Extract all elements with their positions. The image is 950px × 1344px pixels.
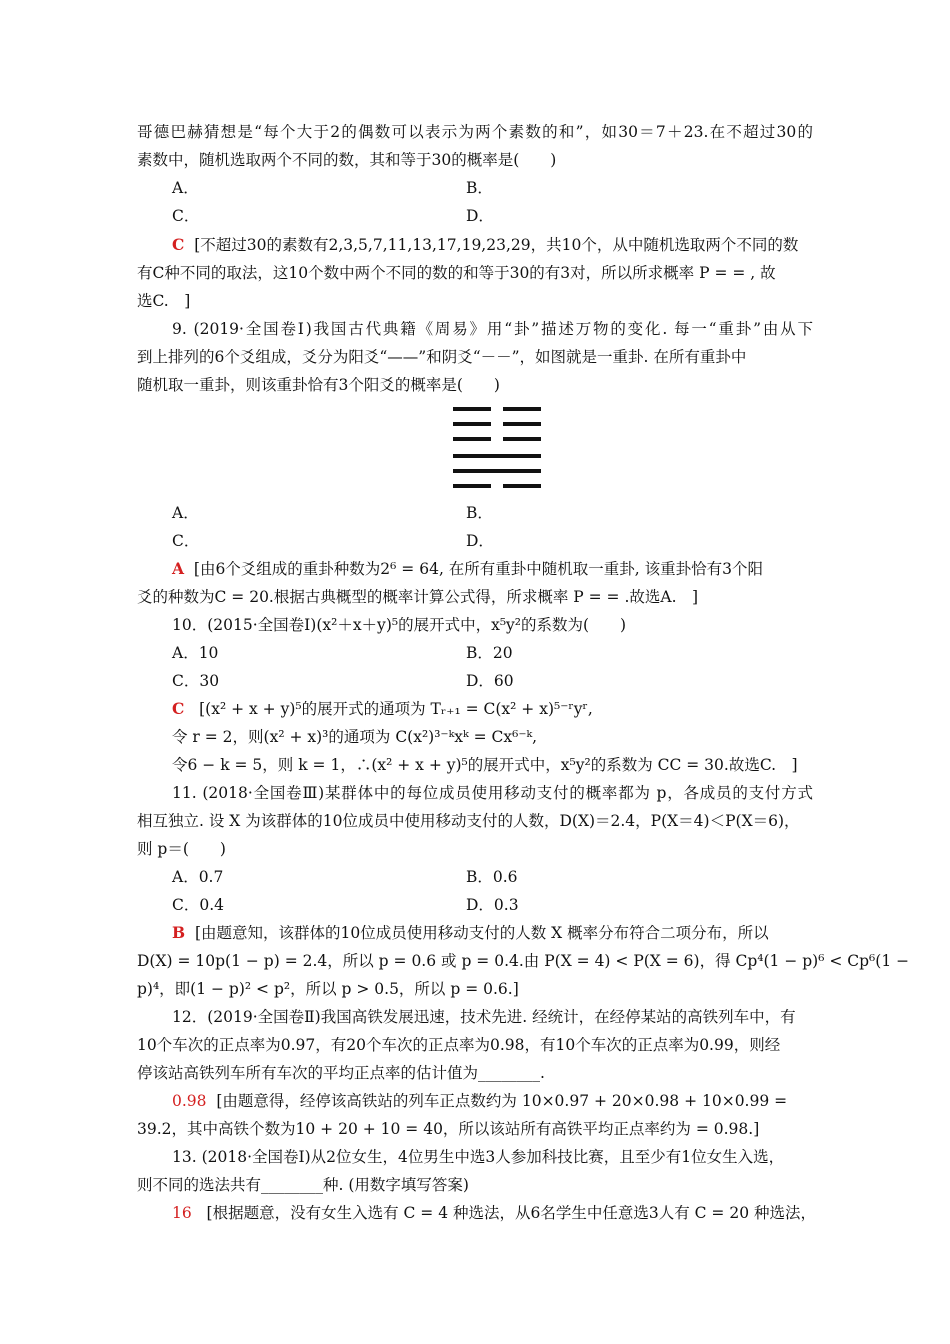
intro-line-2: 素数中，随机选取两个不同的数，其和等于30的概率是( ) [137,151,557,169]
q11-answer-letter: B [172,923,186,942]
q9-solution-line-1 [172,558,763,580]
q12-stem-line-3: 停该站高铁列车所有车次的平均正点率的估计值为________. [137,1064,545,1082]
q8-option-c: C． [172,207,200,225]
hexagram-figure [453,407,541,489]
q11-stem-line-1: 11. (2018·全国卷Ⅲ)某群体中的每位成员使用移动支付的概率都为 p，各成员的支付方式 [172,784,813,802]
q8-option-b: B． [466,179,493,197]
q10-answer-letter: C [172,699,185,718]
q9-stem-line-1: 9. (2019·全国卷Ⅰ)我国古代典籍《周易》用“卦”描述万物的变化. 每一“重卦”由从下 [172,320,813,338]
q8-solution-line-1 [172,234,798,256]
q9-solution-line-2: 爻的种数为C = 20.根据古典概型的概率计算公式得，所求概率 P = = .故选A. ] [137,588,699,606]
hexagram-line-6-yin-right [503,407,541,411]
q12-solution-line-1 [172,1090,787,1112]
q8-solution-text-1: [不超过30的素数有2,3,5,7,11,13,17,19,23,29，共10个，从中随机选取两个不同的数 [194,236,799,254]
intro-line-1: 哥德巴赫猜想是“每个大于2的偶数可以表示为两个素数的和”，如30＝7＋23.在不超过30的 [137,123,813,141]
q10-option-d: D．60 [466,672,514,690]
q10-solution-line-1 [172,698,593,720]
q11-option-c: C．0.4 [172,896,225,914]
q8-solution-line-3: 选C. ] [137,292,191,310]
q13-answer: 16 [172,1204,192,1222]
q8-option-d: D． [466,207,494,225]
hexagram-line-2-yang [453,469,541,473]
hexagram-line-1-yin-left [453,484,491,488]
q9-option-c: C． [172,532,200,550]
q12-answer: 0.98 [172,1092,207,1110]
hexagram-line-5-yin-right [503,422,541,426]
q11-stem-line-3: 则 p＝( ) [137,840,226,858]
q9-option-a: A． [172,504,199,522]
q8-option-a: A． [172,179,199,197]
q13-solution-line-1 [172,1202,816,1224]
q9-answer-letter: A [172,559,185,578]
q13-stem-line-2: 则不同的选法共有________种. (用数字填写答案) [137,1176,469,1194]
q9-option-b: B． [466,504,493,522]
q11-solution-line-3: p)⁴，即(1 − p)² < p²，所以 p > 0.5，所以 p = 0.6.] [137,980,519,998]
q11-stem-line-2: 相互独立. 设 X 为该群体的10位成员中使用移动支付的人数，D(X)＝2.4，P(X＝4)＜P(X＝6)， [137,812,800,830]
hexagram-line-1-yin-right [503,484,541,488]
hexagram-line-4-yin-right [503,437,541,441]
q10-option-a: A．10 [172,644,219,662]
hexagram-line-3-yang [453,454,541,458]
q12-solution-text-1: [由题意得，经停该高铁站的列车正点数约为 10×0.97 + 20×0.98 + 10×0.99 = [216,1092,788,1110]
q9-solution-text-1: [由6个爻组成的重卦种数为2⁶ = 64, 在所有重卦中随机取一重卦, 该重卦恰有3个阳 [193,560,764,578]
q13-solution-text-1: [根据题意，没有女生入选有 C = 4 种选法，从6名学生中任意选3人有 C = 20 种选法， [206,1204,816,1222]
q8-answer-letter: C [172,235,185,254]
q9-option-d: D． [466,532,494,550]
q11-solution-text-1: [由题意知，该群体的10位成员使用移动支付的人数 X 概率分布符合二项分布，所以 [194,924,769,942]
q10-option-b: B．20 [466,644,513,662]
q9-stem-line-3: 随机取一重卦，则该重卦恰有3个阳爻的概率是( ) [137,376,500,394]
q11-solution-line-1 [172,922,769,944]
q10-solution-line-3: 令6 − k = 5，则 k = 1，∴(x² + x + y)⁵的展开式中，x⁵y²的系数为 CC = 30.故选C. ] [172,756,798,774]
hexagram-line-4-yin-left [453,437,491,441]
q10-solution-text-1: [(x² + x + y)⁵的展开式的通项为 Tᵣ₊₁ = C(x² + x)⁵⁻ʳyʳ, [199,700,593,718]
q11-solution-line-2: D(X) = 10p(1 − p) = 2.4，所以 p = 0.6 或 p = 0.4.由 P(X = 4) < P(X = 6)，得 Cp⁴(1 − p)⁶ < Cp⁶(1 − [137,952,910,970]
q10-solution-line-2: 令 r = 2，则(x² + x)³的通项为 C(x²)³⁻ᵏxᵏ = Cx⁶⁻ᵏ, [172,728,538,746]
q13-stem-line-1: 13. (2018·全国卷Ⅰ)从2位女生，4位男生中选3人参加科技比赛，且至少有1位女生入选， [172,1148,785,1166]
hexagram-line-5-yin-left [453,422,491,426]
q10-stem: 10．(2015·全国卷Ⅰ)(x²＋x＋y)⁵的展开式中，x⁵y²的系数为( ) [172,616,627,634]
q11-option-a: A．0.7 [172,868,224,886]
q12-stem-line-1: 12．(2019·全国卷Ⅱ)我国高铁发展迅速，技术先进. 经统计，在经停某站的高铁列车中，有 [172,1008,796,1026]
q12-stem-line-2: 10个车次的正点率为0.97，有20个车次的正点率为0.98，有10个车次的正点率为0.99，则经 [137,1036,781,1054]
q8-solution-line-2: 有C种不同的取法，这10个数中两个不同的数的和等于30的有3对，所以所求概率 P = = , 故 [137,264,776,282]
q11-option-d: D．0.3 [466,896,519,914]
q11-option-b: B．0.6 [466,868,518,886]
hexagram-line-6-yin-left [453,407,491,411]
q12-solution-line-2: 39.2，其中高铁个数为10 + 20 + 10 = 40，所以该站所有高铁平均正点率约为 = 0.98.] [137,1120,760,1138]
q10-option-c: C．30 [172,672,220,690]
q9-stem-line-2: 到上排列的6个爻组成，爻分为阳爻“——”和阴爻“－－”，如图就是一重卦. 在所有重卦中 [137,348,747,366]
